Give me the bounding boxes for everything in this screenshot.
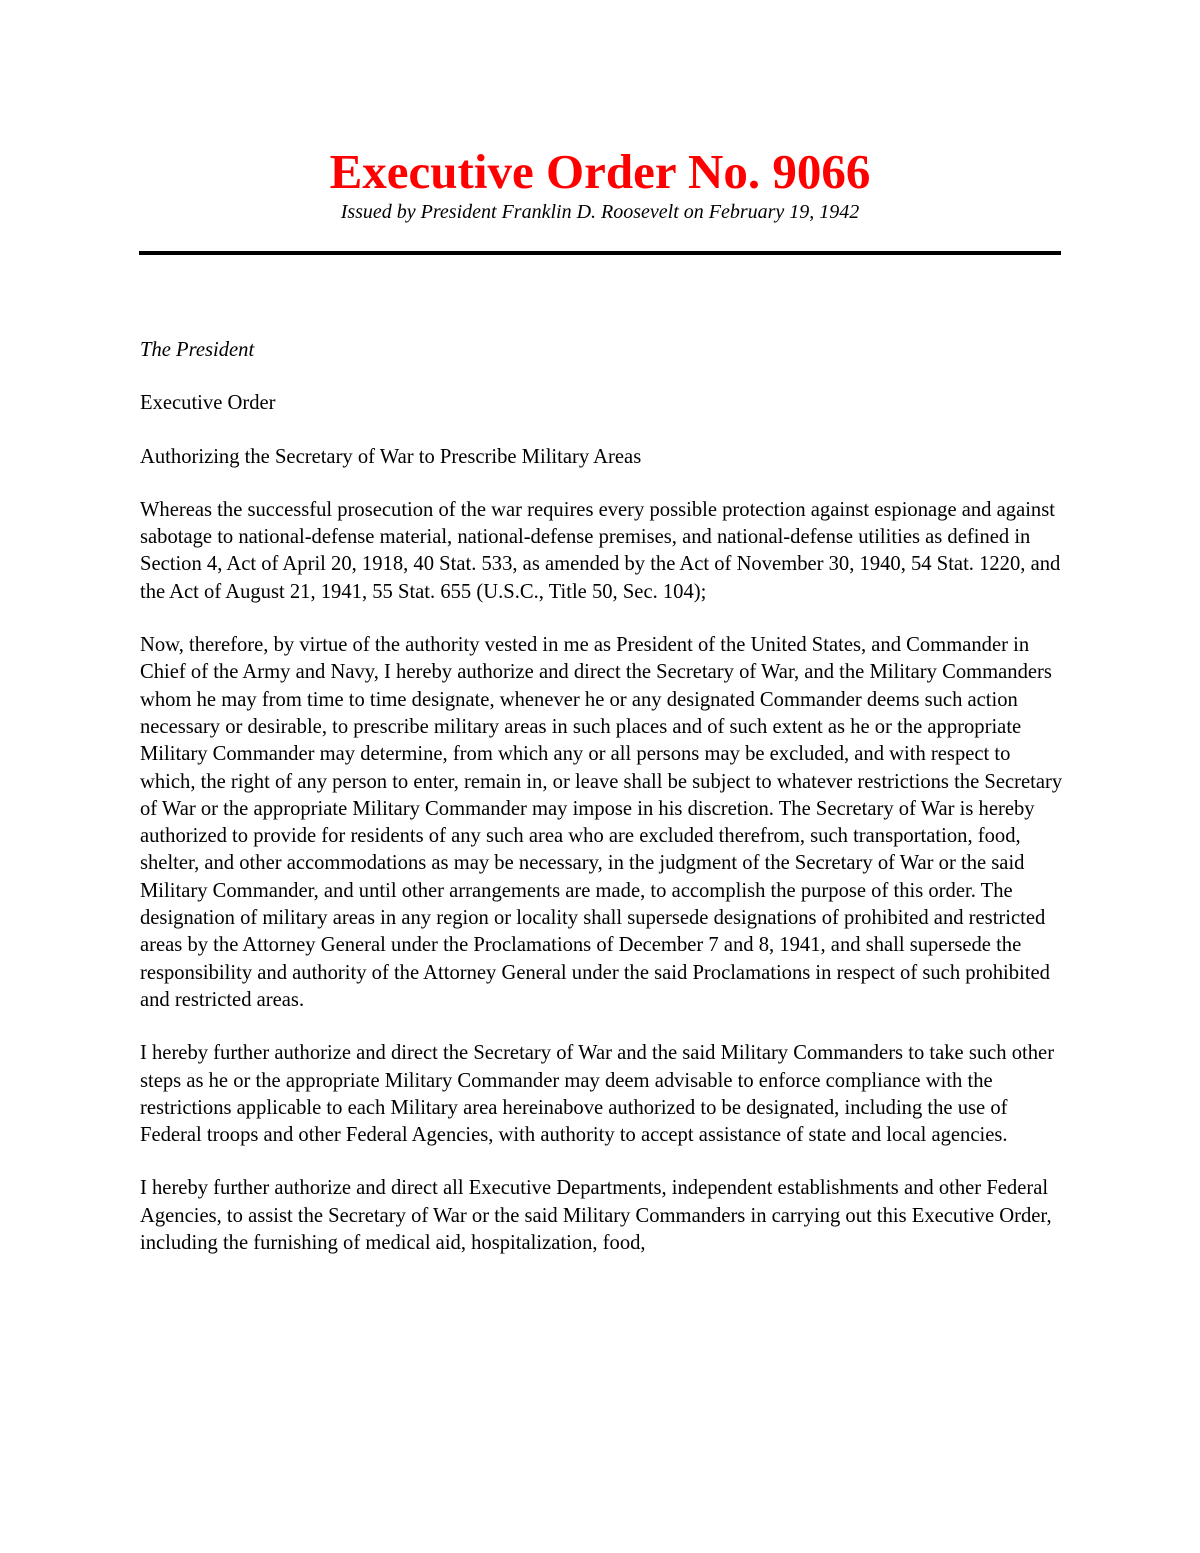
order-subheading: Authorizing the Secretary of War to Prescribe Military Areas — [140, 445, 642, 468]
title-divider — [139, 251, 1061, 255]
order-heading: Executive Order — [140, 392, 276, 415]
paragraph-executive-departments: I hereby further authorize and direct all Executive Departments, independent establishments and other Federal Agencies, to assist the Secretary of War or the said Military Commanders in carrying out this Executive Order, including the furnishing of medical aid, hospitalization, food, — [140, 1177, 1052, 1255]
paragraph-whereas: Whereas the successful prosecution of the war requires every possible protection against espionage and against sabotage to national-defense material, national-defense premises, and national-defense utilities as defined in Section 4, Act of April 20, 1918, 40 Stat. 533, as amended by the Act of November 30, 1940, 54 Stat. 1220, and the Act of August 21, 1941, 55 Stat. 655 (U.S.C., Title 50, Sec. 104); — [140, 498, 1061, 603]
document-body — [140, 337, 1065, 1283]
document-title: Executive Order No. 9066 — [329, 144, 871, 199]
paragraph-further-authorize: I hereby further authorize and direct the Secretary of War and the said Military Commanders to take such other steps as he or the appropriate Military Commander may deem advisable to enforce compliance with the restrictions applicable to each Military area hereinabove authorized to be designated, including the use of Federal troops and other Federal Agencies, with authority to accept assistance of state and local agencies. — [140, 1042, 1055, 1147]
salutation: The President — [140, 339, 255, 361]
document-subtitle: Issued by President Franklin D. Roosevelt on February 19, 1942 — [340, 201, 860, 223]
paragraph-now-therefore: Now, therefore, by virtue of the authority vested in me as President of the United States, and Commander in Chief of the Army and Navy, I hereby authorize and direct the Secretary of War, and the Military Commanders whom he may from time to time designate, whenever he or any designated Commander deems such action necessary or desirable, to prescribe military areas in such places and of such extent as he or the appropriate Military Commander may determine, from which any or all persons may be excluded, and with respect to which, the right of any person to enter, remain in, or leave shall be subject to whatever restrictions the Secretary of War or the appropriate Military Commander may impose in his discretion. The Secretary of War is hereby authorized to provide for residents of any such area who are excluded therefrom, such transportation, food, shelter, and other accommodations as may be necessary, in the judgment of the Secretary of War or the said Military Commander, and until other arrangements are made, to accomplish the purpose of this order. The designation of military areas in any region or locality shall supersede designations of prohibited and restricted areas by the Attorney General under the Proclamations of December 7 and 8, 1941, and shall supersede the responsibility and authority of the Attorney General under the said Proclamations in respect of such prohibited and restricted areas. — [140, 634, 1063, 1011]
